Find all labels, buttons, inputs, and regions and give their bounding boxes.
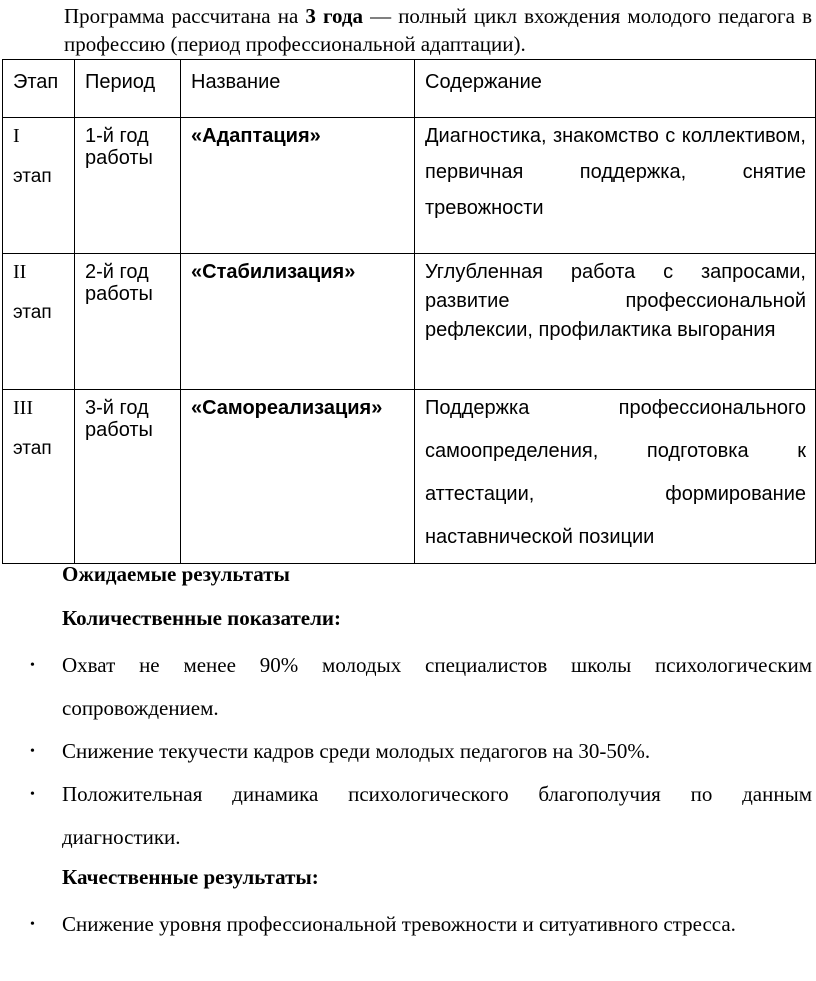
header-stage: Этап <box>3 60 75 118</box>
stage-cell <box>3 118 75 254</box>
stage-word: этап <box>13 302 52 323</box>
list-item <box>0 730 812 773</box>
intro-paragraph <box>0 2 812 58</box>
bullet-icon: • <box>30 658 35 673</box>
table-row <box>3 118 816 254</box>
stages-table <box>2 59 816 564</box>
list-item-text: Положительная динамика психологического благополучия по данным диагностики. <box>62 782 812 849</box>
table-row <box>3 254 816 390</box>
content-cell <box>415 118 816 254</box>
period-cell: 2-й год работы <box>75 254 181 390</box>
quantitative-list <box>0 644 812 859</box>
bullet-icon: • <box>30 744 35 759</box>
content-text: Поддержка профессионального самоопределения, подготовка к аттестации, формирование наставнической позиции <box>425 397 806 548</box>
stage-name-cell: «Стабилизация» <box>181 254 415 390</box>
header-period: Период <box>75 60 181 118</box>
results-title: Ожидаемые результаты <box>62 562 290 586</box>
header-name: Название <box>181 60 415 118</box>
list-item <box>0 903 812 946</box>
stage-name-cell: «Самореализация» <box>181 390 415 564</box>
list-item-text: Снижение текучести кадров среди молодых педагогов на 30-50%. <box>62 739 651 763</box>
content-cell <box>415 254 816 390</box>
intro-duration: 3 года <box>305 4 363 28</box>
table-header-row <box>3 60 816 118</box>
list-item-text: Снижение уровня профессиональной тревожности и ситуативного стресса. <box>62 912 736 936</box>
header-content: Содержание <box>415 60 816 118</box>
stage-cell <box>3 254 75 390</box>
stage-word: этап <box>13 438 52 459</box>
qualitative-title: Качественные результаты: <box>62 865 319 889</box>
content-text: Диагностика, знакомство с коллективом, первичная поддержка, снятие тревожности <box>425 125 806 219</box>
bullet-icon: • <box>30 787 35 802</box>
intro-text-start: Программа рассчитана на <box>64 4 306 28</box>
list-item <box>0 773 812 859</box>
stage-name-cell: «Адаптация» <box>181 118 415 254</box>
content-text: Углубленная работа с запросами, развитие профессиональной рефлексии, профилактика выгорания <box>425 261 806 341</box>
qualitative-list <box>0 903 812 946</box>
stage-number: III <box>13 397 33 419</box>
quantitative-title: Количественные показатели: <box>62 606 341 630</box>
results-section <box>0 556 812 946</box>
period-cell: 3-й год работы <box>75 390 181 564</box>
list-item-text: Охват не менее 90% молодых специалистов школы психологическим сопровождением. <box>62 653 812 720</box>
list-item <box>0 644 812 730</box>
content-cell <box>415 390 816 564</box>
intro-text-end: — полный цикл вхождения молодого педагога в профессию (период профессиональной адаптации). <box>64 4 812 56</box>
stage-word: этап <box>13 166 52 187</box>
stage-number: I <box>13 125 20 147</box>
bullet-icon: • <box>30 917 35 932</box>
period-cell: 1-й год работы <box>75 118 181 254</box>
stage-cell <box>3 390 75 564</box>
table-row <box>3 390 816 564</box>
stage-number: II <box>13 261 27 283</box>
